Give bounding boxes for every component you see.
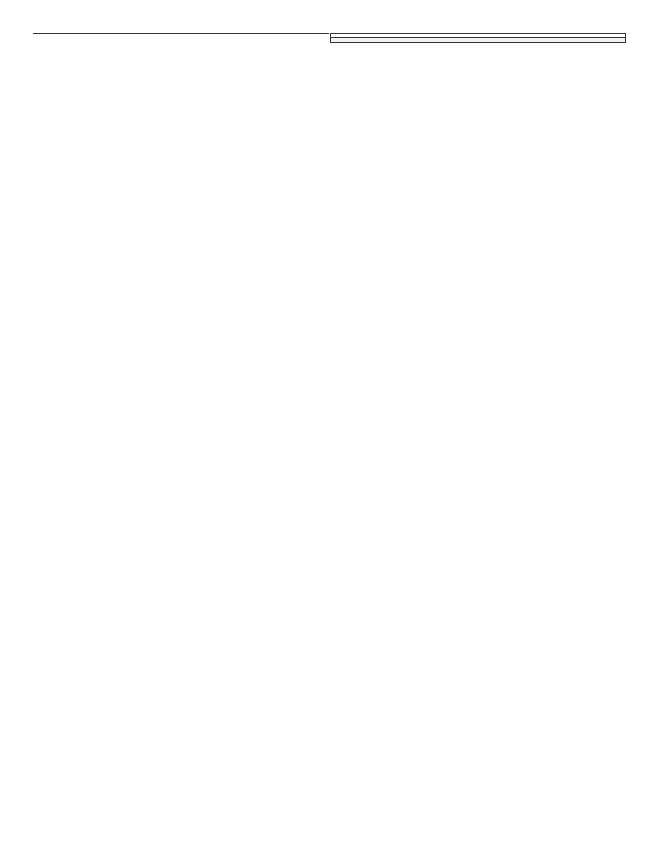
theme-heading (331, 38, 625, 43)
right-column (330, 33, 626, 43)
left-column (33, 33, 329, 34)
document-page (33, 33, 624, 810)
